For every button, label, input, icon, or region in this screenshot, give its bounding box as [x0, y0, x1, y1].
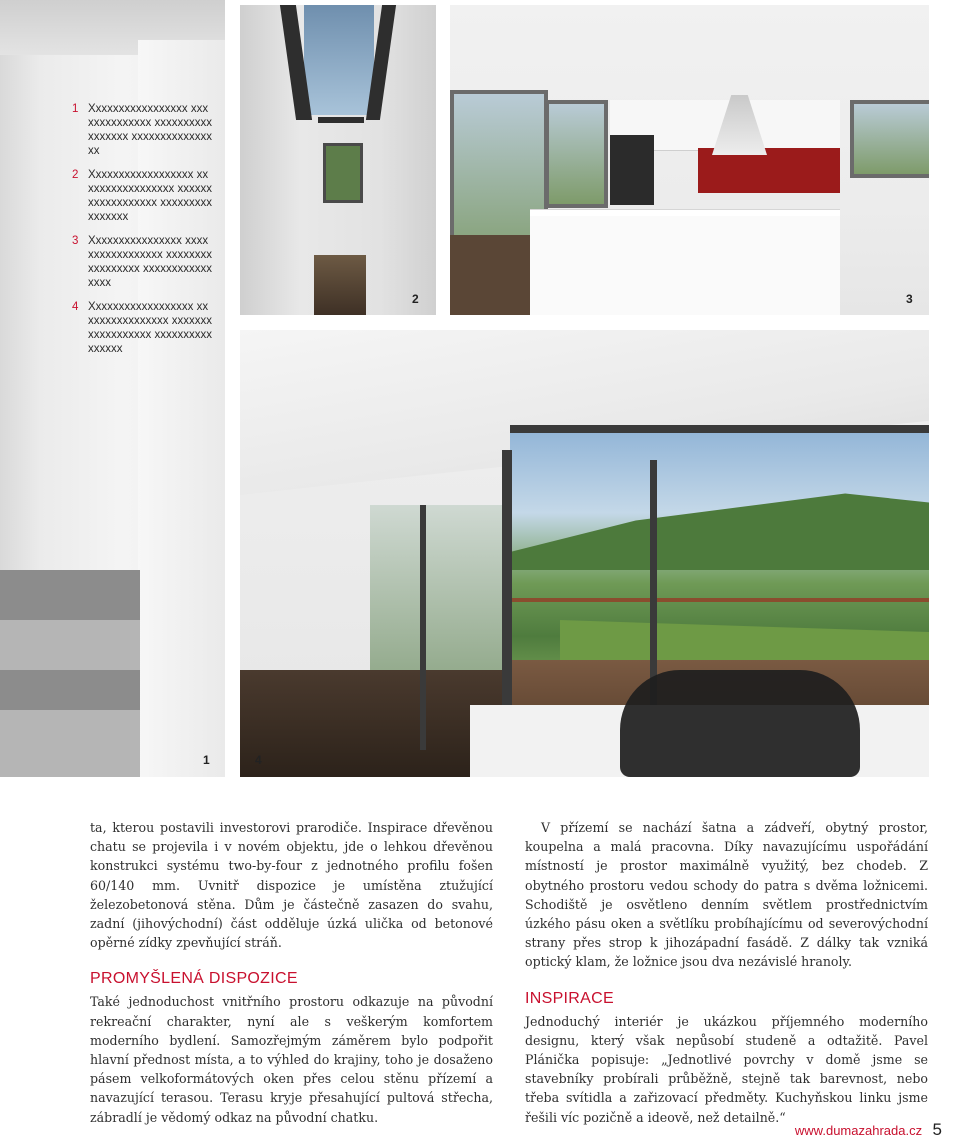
caption-3 — [72, 234, 212, 290]
website-link[interactable]: www.dumazahrada.cz — [794, 1123, 923, 1138]
caption-number: 2 — [72, 169, 79, 181]
body-paragraph: Jednoduchý interiér je ukázkou příjemného moderního designu, který však nepůsobí studeně a odtažitě. Pavel Plánička popisuje: „Jednotlivé povrchy v domě jsme se stavebníky probírali průběžně, stejně tak barevnost, nebo třeba svítidla a zařizovací předměty. Kuchyňskou linku jsme řešili víc pozičně a ideově, než detailně.“ — [525, 1013, 928, 1125]
caption-text: Xxxxxxxxxxxxxxxxxx xxxxxxxxxxxxxxxxx xxxxxxxxxxxxxxxxxx xxxxxxxxxxxxxxxx — [88, 169, 212, 223]
caption-2 — [72, 168, 212, 224]
photo-number-3: 3 — [906, 292, 913, 306]
caption-text: Xxxxxxxxxxxxxxxxx xxxxxxxxxxxxxx xxxxxxxxxxxxxxxxx xxxxxxxxxxxxxxxx — [88, 103, 212, 157]
page-footer — [795, 1120, 942, 1140]
body-paragraph: Také jednoduchost vnitřního prostoru odkazuje na původní rekreační charakter, nyní ale s veškerým komfortem moderního bydlení. Samozřejmým záměrem bylo podpořit hlavní přednost místa, a to výhled do krajiny, toho je dosaženo pásem velkoformátových oken přes celou stěnu přízemí a navazující terasou. Terasu kryje přesahující pultová střecha, zábradlí je vědomý odkaz na původní chatku. — [90, 994, 493, 1125]
photo-skylight-corridor — [240, 5, 436, 315]
section-heading: PROMYŠLENÁ DISPOZICE — [90, 970, 298, 988]
photo-living-room-view — [240, 330, 929, 777]
caption-4 — [72, 300, 212, 356]
photo-number-4: 4 — [255, 753, 262, 767]
caption-number: 3 — [72, 235, 79, 247]
photo-captions — [72, 102, 212, 366]
section-heading: INSPIRACE — [525, 989, 614, 1007]
body-paragraph: V přízemí se nachází šatna a zádveří, obytný prostor, koupelna a malá pracovna. Díky navazujícímu uspořádání místností je prostor maximálně využitý, bez chodeb. Z obytného prostoru vedou schody do patra s dvěma ložnicemi. Schodiště je osvětleno denním světlem prostřednictvím úzkého pásu oken a světlíku probíhajícímu od severovýchodní strany přes strop k jihozápadní fasádě. Z dálky tak vzniká optický klam, že ložnice jsou dva nezávislé hranoly. — [525, 820, 928, 970]
body-paragraph: ta, kterou postavili investorovi prarodiče. Inspirace dřevěnou chatu se projevila i v novém objektu, jde o lehkou dřevěnou konstrukci systému two-by-four z jednotného profilu fošen 60/140 mm. Uvnitř dispozice je umístěna ztužující železobetonová stěna. Dům je částečně zasazen do svahu, zadní (jihovýchodní) část odděluje úzká ulička od betonové opěrné zídky zpevňující stráň. — [90, 820, 493, 951]
photo-number-1: 1 — [203, 753, 210, 767]
photo-number-2: 2 — [412, 292, 419, 306]
caption-text: Xxxxxxxxxxxxxxxx xxxxxxxxxxxxxxxxx xxxxxxxxxxxxxxxxx xxxxxxxxxxxxxxxx — [88, 235, 212, 289]
caption-number: 1 — [72, 103, 79, 115]
text-column-left — [90, 818, 493, 1127]
caption-number: 4 — [72, 301, 79, 313]
caption-text: Xxxxxxxxxxxxxxxxxx xxxxxxxxxxxxxxxx xxxxxxxxxxxxxxxxxx xxxxxxxxxxxxxxxx — [88, 301, 212, 355]
photo-kitchen — [450, 5, 929, 315]
page-number: 5 — [932, 1120, 942, 1139]
text-column-right — [525, 818, 928, 1127]
caption-1 — [72, 102, 212, 158]
